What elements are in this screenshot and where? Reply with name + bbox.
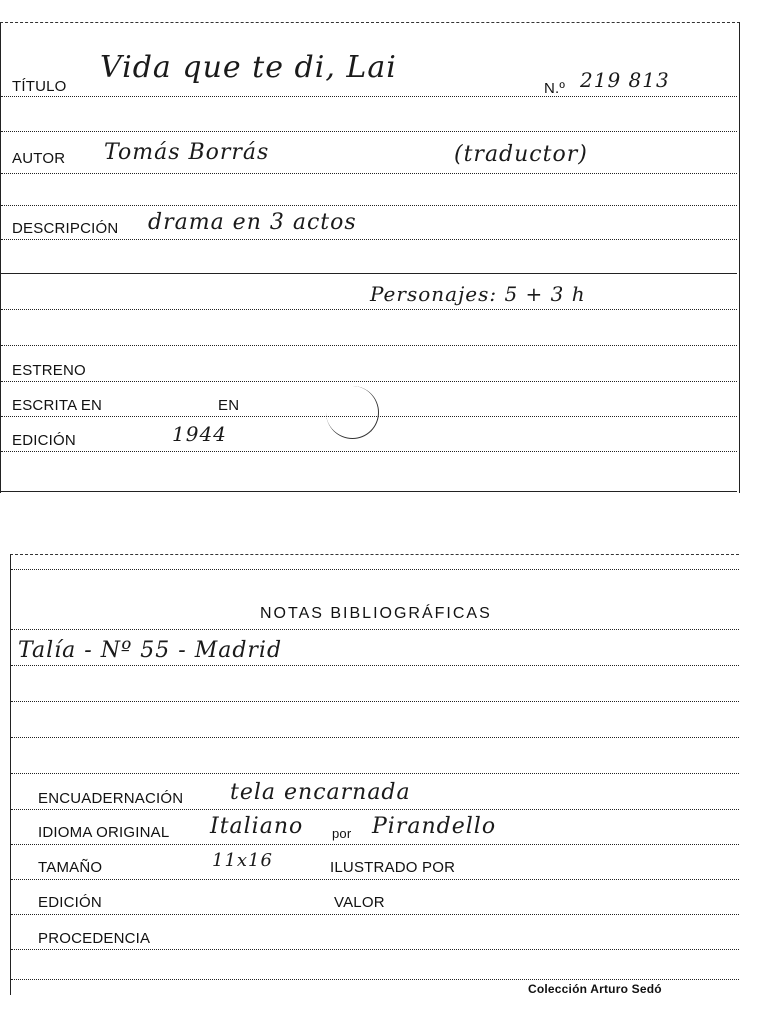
rule bbox=[1, 131, 737, 132]
titulo-label: TÍTULO bbox=[12, 78, 67, 95]
descripcion-value: drama en 3 actos bbox=[148, 210, 357, 235]
rule bbox=[11, 809, 739, 810]
escrita-label: ESCRITA EN bbox=[12, 397, 103, 414]
procedencia-label: PROCEDENCIA bbox=[38, 930, 151, 947]
rule bbox=[11, 949, 739, 950]
estreno-label: ESTRENO bbox=[12, 362, 86, 379]
edicion-value: 1944 bbox=[172, 422, 227, 446]
descripcion-label: DESCRIPCIÓN bbox=[12, 220, 119, 237]
encuadernacion-label: ENCUADERNACIÓN bbox=[38, 790, 184, 807]
rule bbox=[11, 844, 739, 845]
rule bbox=[11, 569, 739, 570]
por-value: Pirandello bbox=[372, 814, 497, 839]
rule bbox=[1, 96, 737, 97]
rule bbox=[11, 701, 739, 702]
autor-label: AUTOR bbox=[12, 150, 66, 167]
rule bbox=[11, 979, 739, 980]
notas-title: NOTAS BIBLIOGRÁFICAS bbox=[260, 605, 492, 622]
autor-value: Tomás Borrás bbox=[104, 140, 270, 165]
idioma-label: IDIOMA ORIGINAL bbox=[38, 824, 170, 841]
rule bbox=[1, 381, 737, 382]
rule bbox=[11, 914, 739, 915]
titulo-value: Vida que te di, Lai bbox=[100, 50, 397, 85]
rule bbox=[11, 879, 739, 880]
rule bbox=[1, 451, 737, 452]
tamano-label: TAMAÑO bbox=[38, 859, 103, 876]
numero-value: 219 813 bbox=[580, 68, 670, 92]
edicion-label: EDICIÓN bbox=[12, 432, 76, 449]
rule bbox=[1, 309, 737, 310]
numero-label: N.º bbox=[544, 80, 566, 97]
en-label: EN bbox=[218, 397, 240, 414]
edicion-back-label: EDICIÓN bbox=[38, 894, 102, 911]
rule bbox=[1, 205, 737, 206]
rule bbox=[1, 273, 737, 274]
rule bbox=[1, 173, 737, 174]
idioma-value: Italiano bbox=[210, 814, 304, 839]
coleccion-label: Colección Arturo Sedó bbox=[528, 982, 662, 996]
encuadernacion-value: tela encarnada bbox=[230, 780, 411, 805]
tamano-value: 11x16 bbox=[212, 850, 273, 871]
punch-hole bbox=[326, 386, 379, 439]
valor-label: VALOR bbox=[334, 894, 385, 911]
rule bbox=[1, 491, 737, 492]
personajes-value: Personajes: 5 + 3 h bbox=[370, 282, 586, 306]
rule bbox=[11, 737, 739, 738]
notas-value: Talía - Nº 55 - Madrid bbox=[18, 638, 283, 663]
autor-note: (traductor) bbox=[454, 142, 588, 167]
ilustrado-label: ILUSTRADO POR bbox=[330, 859, 456, 876]
rule bbox=[1, 345, 737, 346]
rule bbox=[11, 773, 739, 774]
rule bbox=[11, 665, 739, 666]
rule bbox=[1, 239, 737, 240]
por-label: por bbox=[332, 826, 352, 841]
rule bbox=[11, 629, 739, 630]
